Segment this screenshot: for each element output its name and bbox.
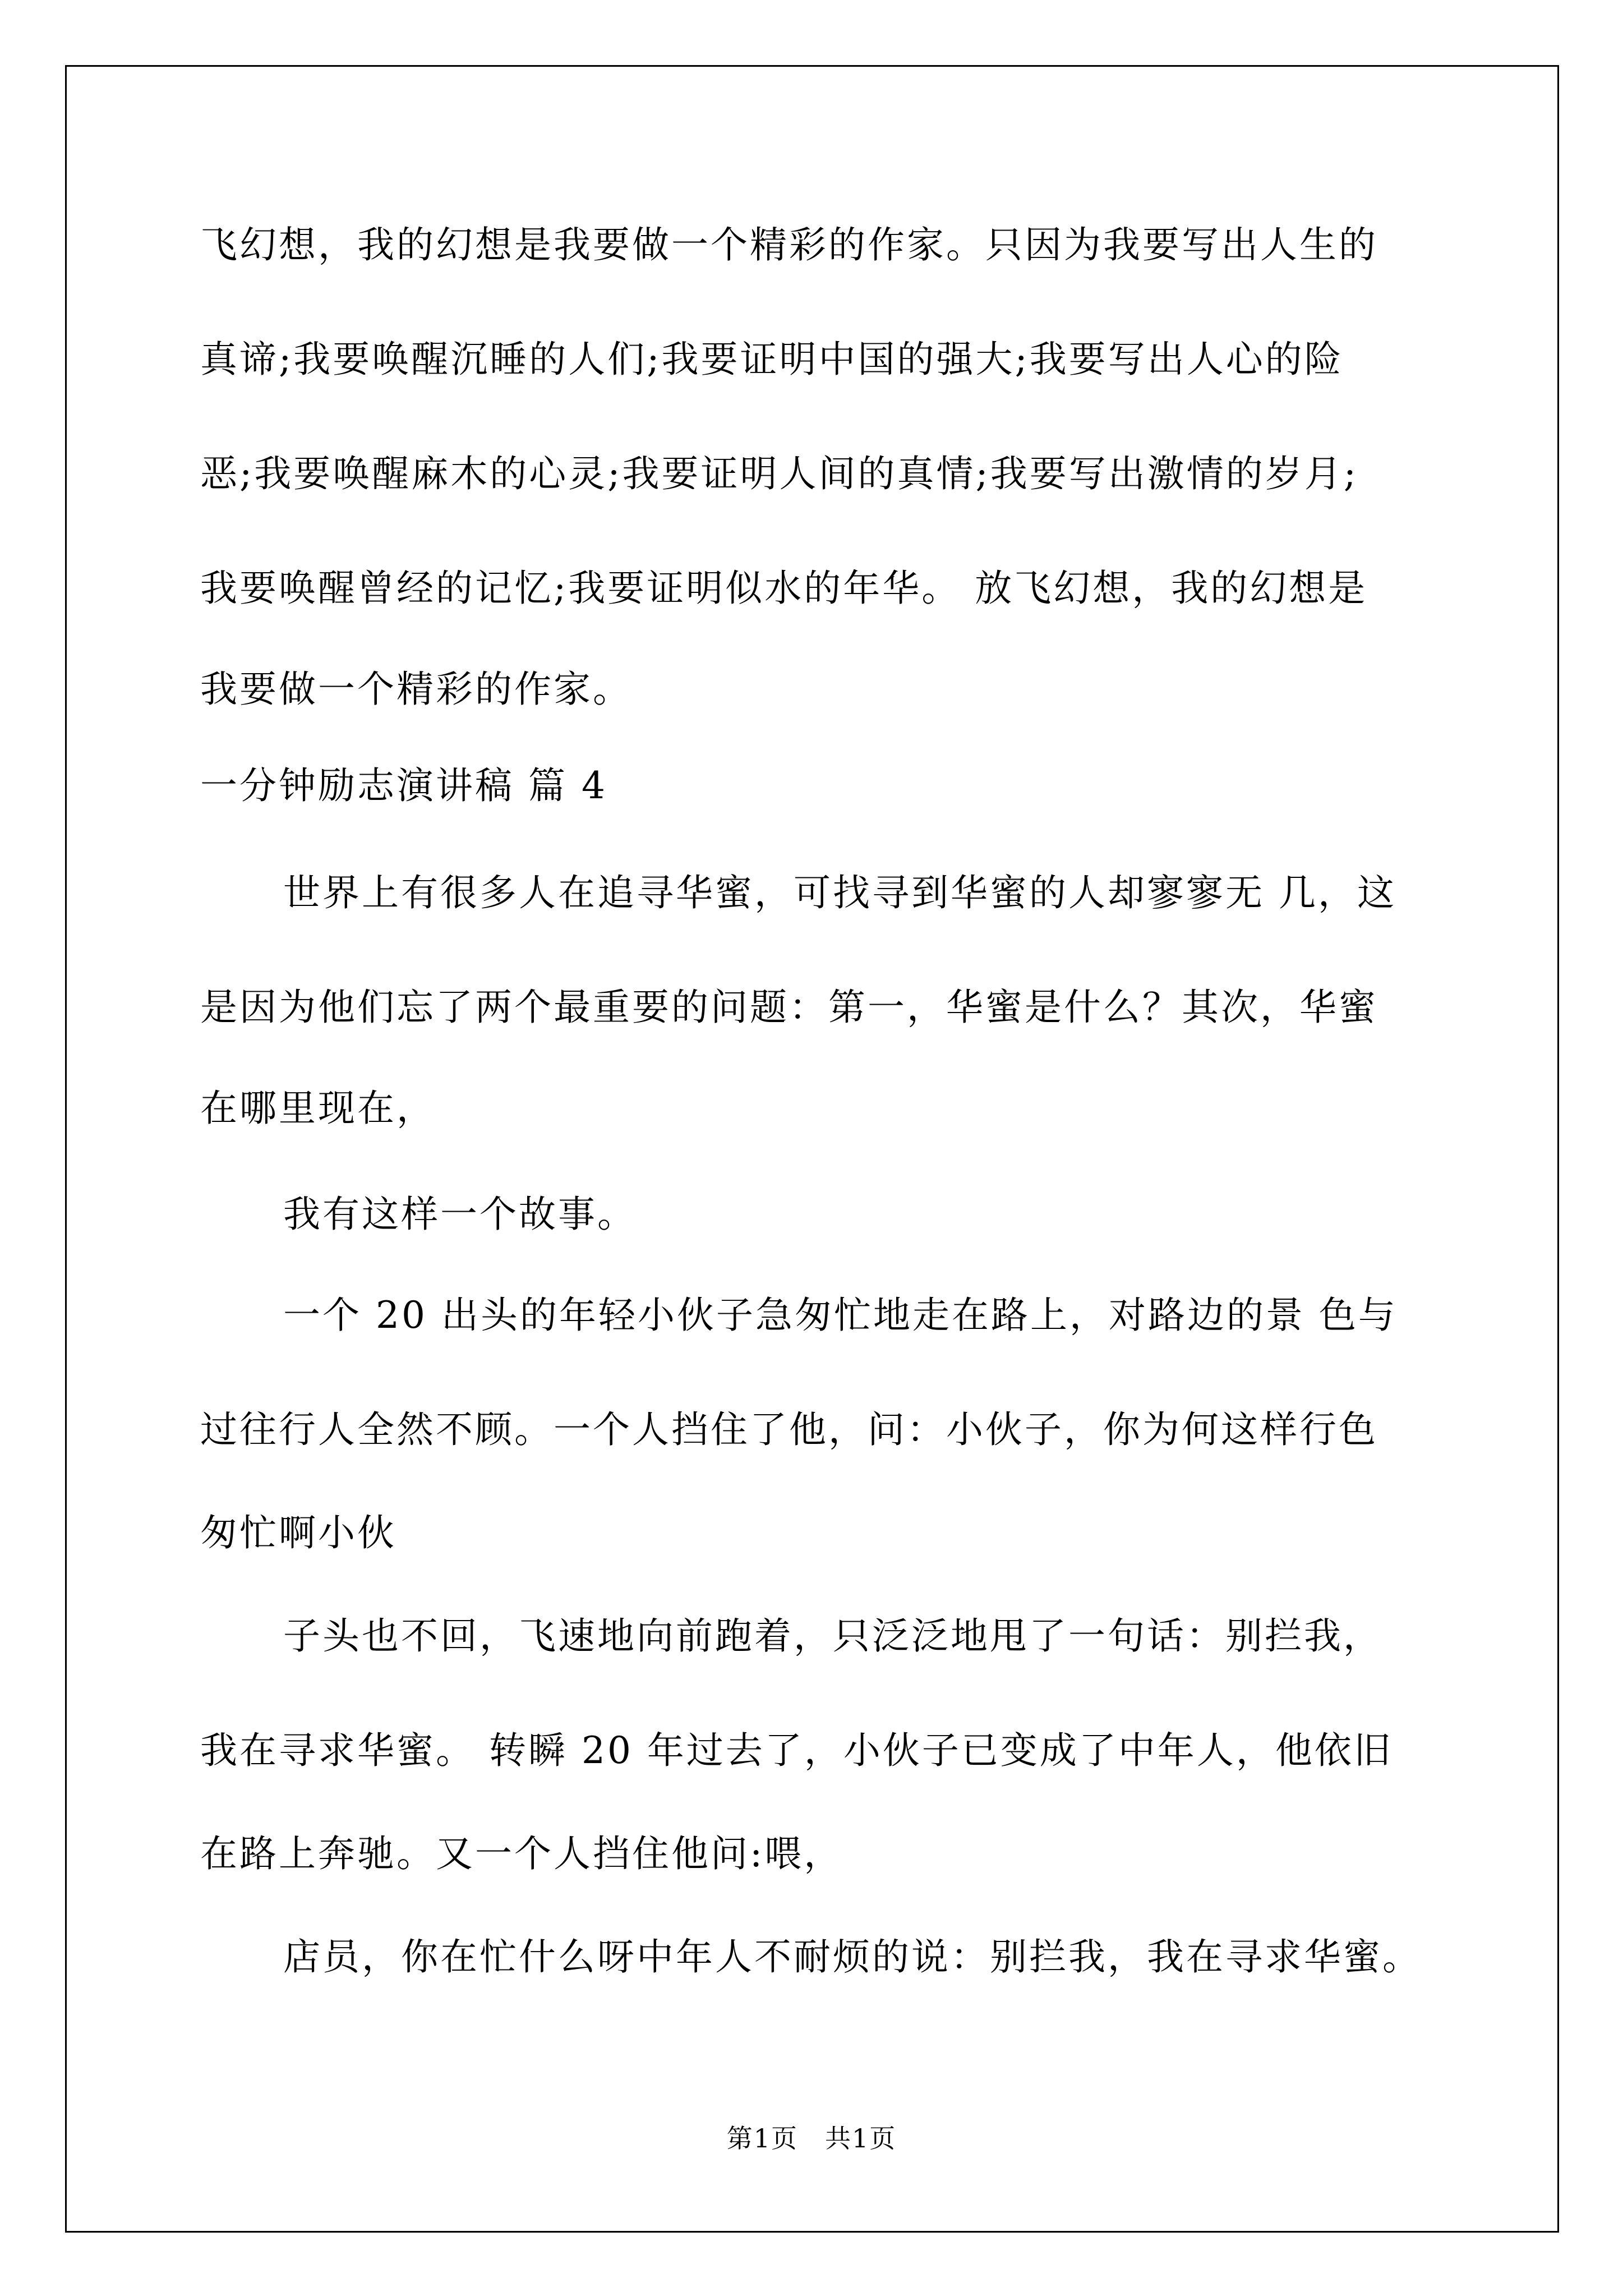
text-line: 是因为他们忘了两个最重要的问题：第一，华蜜是什么？其次，华蜜: [200, 986, 1378, 1029]
text-line: 匆忙啊小伙: [200, 1511, 396, 1554]
text-line: 在路上奔驰。又一个人挡住他问:喂，: [200, 1832, 843, 1875]
text-line: 我要唤醒曾经的记忆;我要证明似水的年华。 放飞幻想，我的幻想是: [200, 567, 1368, 610]
page-number-footer: 第1页 共1页: [726, 2123, 897, 2154]
page-border: [65, 65, 1559, 2233]
text-line: 在哪里现在，: [200, 1087, 436, 1130]
section-heading: 一分钟励志演讲稿 篇 4: [200, 764, 607, 807]
text-line: 真谛;我要唤醒沉睡的人们;我要证明中国的强大;我要写出人心的险: [200, 338, 1344, 381]
text-line: 我在寻求华蜜。 转瞬 20 年过去了，小伙子已变成了中年人，他依旧: [200, 1729, 1393, 1772]
paragraph-first-line: 一个 20 出头的年轻小伙子急匆忙地走在路上，对路边的景 色与: [283, 1294, 1398, 1337]
paragraph-first-line: 我有这样一个故事。: [283, 1193, 637, 1236]
text-line: 过往行人全然不顾。一个人挡住了他，问：小伙子，你为何这样行色: [200, 1408, 1378, 1451]
text-line: 我要做一个精彩的作家。: [200, 668, 632, 711]
text-line: 恶;我要唤醒麻木的心灵;我要证明人间的真情;我要写出激情的岁月;: [200, 452, 1358, 495]
paragraph-first-line: 世界上有很多人在追寻华蜜，可找寻到华蜜的人却寥寥无 几，这: [283, 871, 1396, 914]
paragraph-first-line: 子头也不回，飞速地向前跑着，只泛泛地甩了一句话：别拦我，: [283, 1614, 1382, 1658]
paragraph-first-line: 店员，你在忙什么呀中年人不耐烦的说：别拦我，我在寻求华蜜。: [283, 1935, 1422, 1978]
text-line: 飞幻想，我的幻想是我要做一个精彩的作家。只因为我要写出人生的: [200, 223, 1378, 266]
